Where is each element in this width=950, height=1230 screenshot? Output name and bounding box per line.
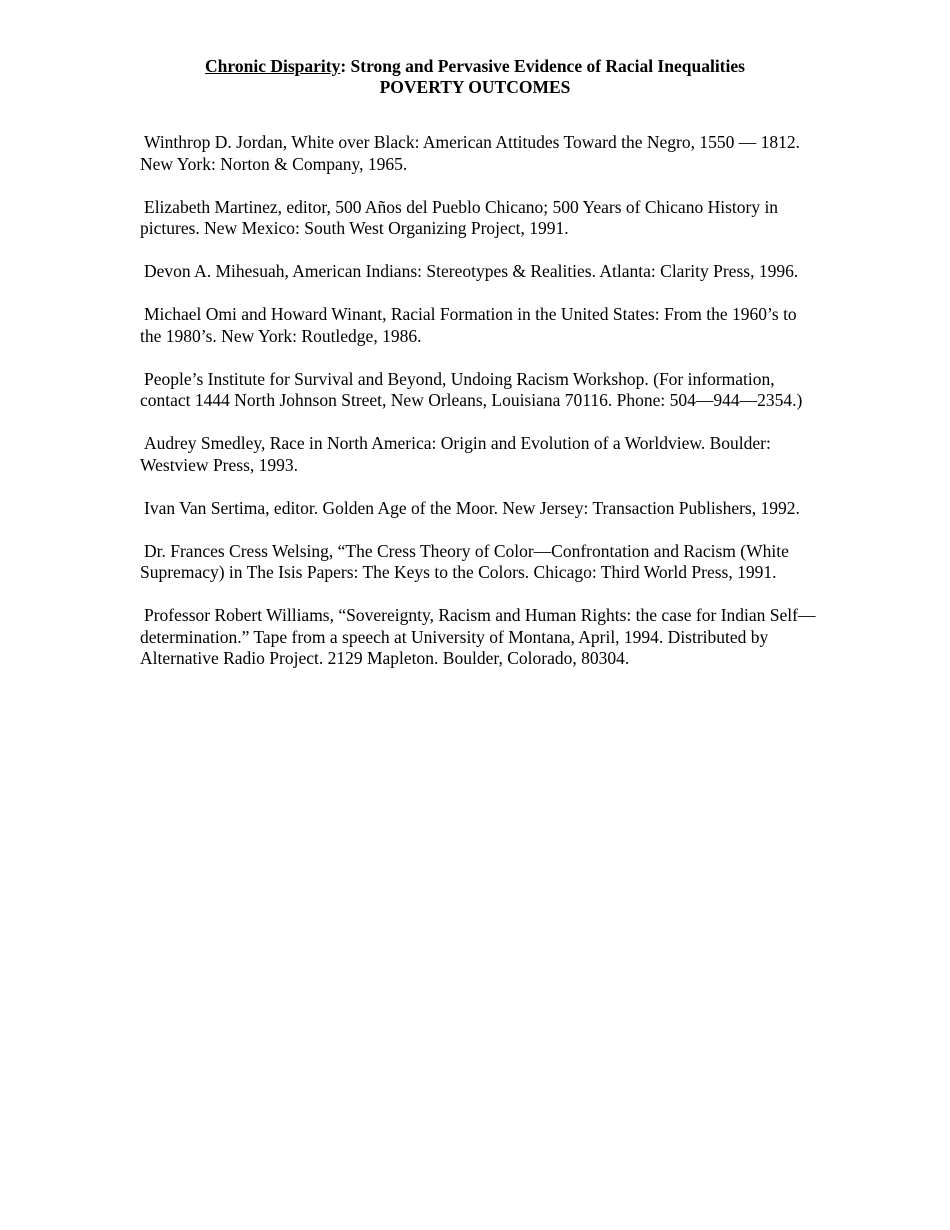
reference-item: People’s Institute for Survival and Beyond, Undoing Racism Workshop. (For information, contact 1444 North Johnson Street, New Orleans, Louisiana 70116. Phone: 504—944—2354.) bbox=[140, 368, 803, 410]
reference-item: Ivan Van Sertima, editor. Golden Age of the Moor. New Jersey: Transaction Publishers, 1992. bbox=[144, 497, 800, 518]
page-subtitle: POVERTY OUTCOMES bbox=[379, 77, 571, 97]
reference-list bbox=[140, 132, 820, 691]
reference-item: Devon A. Mihesuah, American Indians: Stereotypes & Realities. Atlanta: Clarity Press, 1996. bbox=[144, 261, 799, 281]
reference-item: Audrey Smedley, Race in North America: Origin and Evolution of a Worldview. Boulder: Westview Press, 1993. bbox=[140, 433, 771, 475]
reference-item: Elizabeth Martinez, editor, 500 Años del Pueblo Chicano; 500 Years of Chicano History in pictures. New Mexico: South West Organizing Project, 1991. bbox=[140, 196, 779, 238]
reference-item: Michael Omi and Howard Winant, Racial Formation in the United States: From the 1960’s to the 1980’s. New York: Routledge, 1986. bbox=[140, 304, 797, 346]
title-rest: : Strong and Pervasive Evidence of Racial Inequalities bbox=[340, 56, 745, 76]
page-title bbox=[0, 56, 950, 77]
reference-item: Professor Robert Williams, “Sovereignty, Racism and Human Rights: the case for Indian Self—determination.” Tape from a speech at University of Montana, April, 1994. Distributed by Alternative Radio Project. 2129 Mapleton. Boulder, Colorado, 80304. bbox=[140, 605, 816, 668]
reference-item: Winthrop D. Jordan, White over Black: American Attitudes Toward the Negro, 1550 — 1812. New York: Norton & Company, 1965. bbox=[140, 132, 800, 174]
reference-item: Dr. Frances Cress Welsing, “The Cress Theory of Color—Confrontation and Racism (White Supremacy) in The Isis Papers: The Keys to the Colors. Chicago: Third World Press, 1991. bbox=[140, 540, 789, 582]
page-header bbox=[0, 56, 950, 98]
title-underlined-part: Chronic Disparity bbox=[205, 56, 341, 76]
